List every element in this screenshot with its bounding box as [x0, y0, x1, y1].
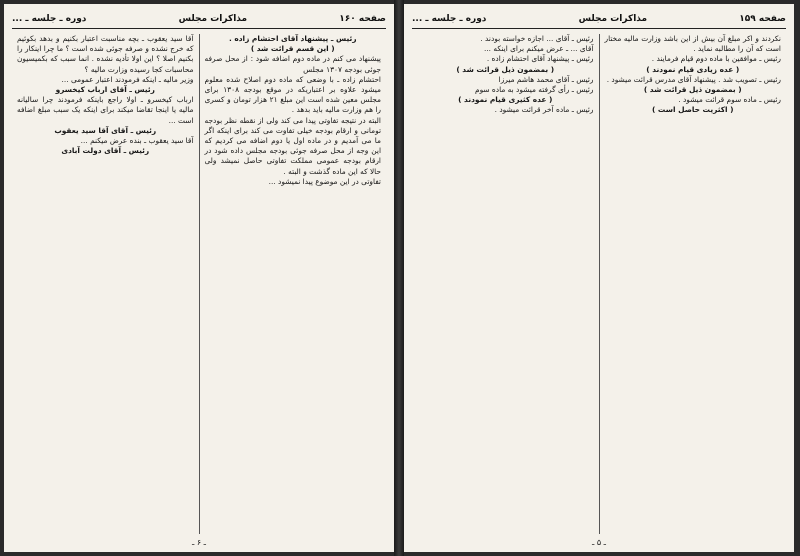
paragraph: تفاوتی در این موضوع پیدا نمیشود ... — [268, 176, 381, 186]
paragraph: رئیس ـ آقای محمد هاشم میرزا — [498, 74, 594, 84]
left-page-title: مذاکرات مجلس — [178, 14, 248, 24]
paragraph: آقا سید یعقوب ـ بنده عرض میکنم ... — [80, 136, 194, 146]
paragraph: رئیس ـ آقای دولت آبادی — [61, 146, 150, 156]
left-page-columns — [12, 34, 386, 534]
paragraph: آقای ... ـ عرض میکنم برای اینکه ... — [483, 44, 594, 54]
paragraph: رئیس ـ پیشنهاد آقای احتشام زاده . — [486, 54, 594, 64]
left-page-column-right — [200, 34, 387, 534]
paragraph: نکردند و اکر مبلغ آن بیش از این باشد وزارت مالیه مختار است که آن را مطالبه نماید . — [604, 34, 781, 54]
paragraph: ( عده زیادی قیام نمودند ) — [646, 64, 740, 74]
paragraph: ( اکثریت حاصل است ) — [651, 105, 734, 115]
right-page-label: صفحه ۱۵۹ — [739, 14, 786, 24]
left-page-header — [12, 10, 386, 29]
paragraph: پیشنهاد می کنم در ماده دوم اضافه شود : از محل صرفه جوئی بودجه ۱۳۰۷ مجلس — [204, 54, 381, 74]
paragraph: رئیس ـ ماده آخر قرائت میشود . — [494, 105, 594, 115]
paragraph: ارباب کیخسرو ـ اولا راجع باینکه فرمودند چرا سالیانه مالیه یا اینجا تقاضا میکند برای اینکه یک سبب مبلغ اضافه است ... — [17, 95, 194, 125]
paragraph: رئیس ـ آقای ارباب کیخسرو — [55, 85, 155, 95]
paragraph: ( بمضمون ذیل قرائت شد ) — [456, 64, 555, 74]
right-page-column-right — [600, 34, 787, 534]
paragraph: وزیر مالیه ـ اینکه فرمودند اعتبار عمومی ... — [61, 74, 194, 84]
right-page-columns — [412, 34, 786, 534]
right-page — [404, 4, 794, 552]
paragraph: رئیس ـ ماده سوم قرائت میشود . — [678, 95, 781, 105]
paragraph: البته در نتیجه تفاوتی پیدا می کند ولی از نقطه نظر بودجه تومانی و ارقام بودجه خیلی تفاوت می کند برای اینکه اگر ما می آمدیم و در ماده اول یا دوم اضافه می کردیم که این وجه از محل صرفه جوئی بودجه مجلس داده شود در ارقام بودجه عمومی مملکت تفاوتی حاصل نمیشد ولی حالا که این ماده گذشت و البته . — [204, 115, 381, 176]
left-page-column-left — [12, 34, 200, 534]
paragraph: رئیس ـ رأی گرفته میشود به ماده سوم — [475, 85, 594, 95]
paragraph: احتشام زاده ـ با وضعی که ماده دوم اصلاح شده معلوم میشود علاوه بر اعتباریکه در موقع بودجه ۱۳۰۸ برای مجلس معین شده است این مبلغ ۲۱ هزار تومان و کسری را هم وزارت مالیه باید بدهد . — [204, 74, 381, 115]
right-page-header — [412, 10, 786, 29]
right-page-column-left — [412, 34, 600, 534]
paragraph: رئیس ـ آقای آقا سید یعقوب — [54, 125, 157, 135]
paragraph: رئیس ـ تصویب شد . پیشنهاد آقای مدرس قرائت میشود . — [606, 74, 781, 84]
paragraph: ( عده کثیری قیام نمودند ) — [458, 95, 553, 105]
left-page-number: ـ ۶ ـ — [191, 538, 207, 547]
paragraph: ( این قسم قرائت شد ) — [250, 44, 335, 54]
paragraph: رئیس ـ آقای ... اجازه خواسته بودند . — [480, 34, 594, 43]
left-page-issue: دوره ـ جلسه ـ ... — [12, 14, 87, 24]
right-page-issue: دوره ـ جلسه ـ ... — [412, 14, 487, 24]
paragraph: ( بمضمون ذیل قرائت شد ) — [643, 85, 742, 95]
left-page — [4, 4, 394, 552]
right-page-number: ـ ۵ ـ — [591, 538, 607, 547]
paragraph: رئیس ـ پیشنهاد آقای احتشام زاده . — [229, 34, 357, 43]
right-page-title: مذاکرات مجلس — [578, 14, 648, 24]
book-gutter — [394, 0, 404, 556]
paragraph: رئیس ـ موافقین با ماده دوم قیام فرمایند . — [651, 54, 781, 64]
left-page-label: صفحه ۱۶۰ — [339, 14, 386, 24]
paragraph: آقا سید یعقوب ـ بچه مناسبت اعتبار بکنیم و بدهد بکوئیم که خرج نشده و صرفه جوئی شده است ؟ ما چرا اینکار را بکنیم اصلا ؟ این اولا تأدیه نشده . انما سبب که بکمیسیون محاسبات کجا رسیده وزارت مالیه ؟ — [17, 34, 194, 74]
